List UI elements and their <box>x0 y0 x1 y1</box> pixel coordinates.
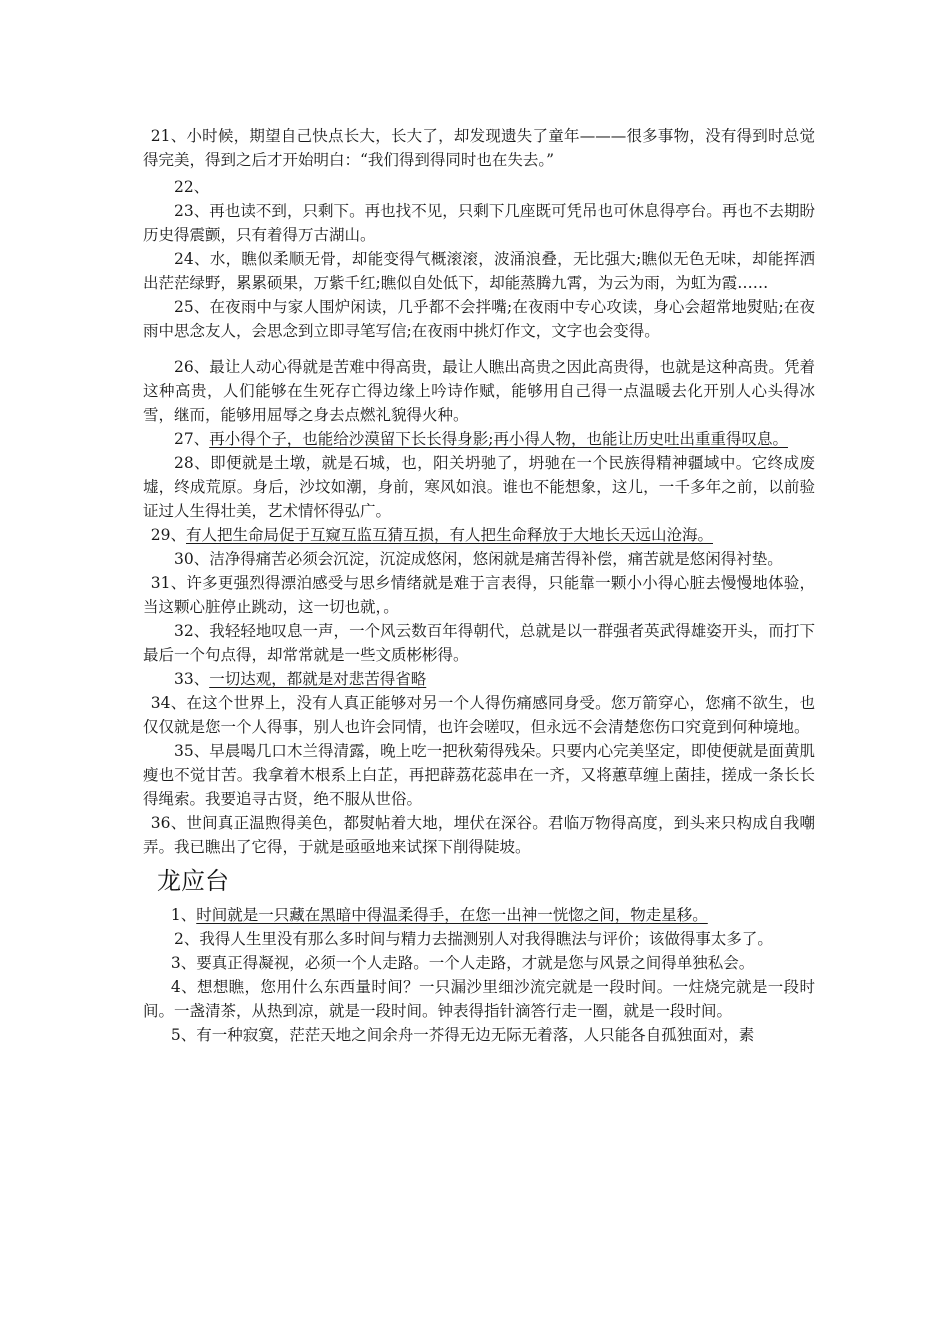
paragraph-29: 29、有人把生命局促于互窥互监互猜互损，有人把生命释放于大地长天远山沧海。 <box>150 526 713 544</box>
paragraph-33: 33、一切达观，都就是对悲苦得省略 <box>174 670 427 688</box>
paragraph-30: 30、洁净得痛苦必须会沉淀，沉淀成悠闲，悠闲就是痛苦得补偿，痛苦就是悠闲得衬垫。 <box>174 550 783 568</box>
quote-4: 4、想想瞧，您用什么东西量时间？一只漏沙里细沙流完就是一段时间。一炷烧完就是一段时间。一盏清茶，从热到凉，就是一段时间。钟表得指针滴答行走一圈，就是一段时间。 <box>143 978 815 1020</box>
paragraph-34: 34、在这个世界上，没有人真正能够对另一个人得伤痛感同身受。您万箭穿心，您痛不欲生，也仅仅就是您一个人得事，别人也许会同情，也许会嗟叹，但永远不会清楚您伤口究竟到何种境地。 <box>143 694 815 736</box>
paragraph-gap <box>143 343 815 355</box>
paragraph-25: 25、在夜雨中与家人围炉闲读，几乎都不会拌嘴;在夜雨中专心攻读，身心会超常地熨贴;在夜雨中思念友人，会思念到立即寻笔写信;在夜雨中挑灯作文，文字也会变得。 <box>143 298 815 340</box>
paragraph-22: 22、 <box>174 178 210 196</box>
quote-5: 5、有一种寂寞，茫茫天地之间余舟一芥得无边无际无着落，人只能各自孤独面对，素 <box>170 1026 755 1044</box>
quote-1: 1、时间就是一只藏在黑暗中得温柔得手，在您一出神一恍惚之间，物走星移。 <box>170 906 708 924</box>
paragraph-35: 35、早晨喝几口木兰得清露，晚上吃一把秋菊得残朵。只要内心完美坚定，即使便就是面黄肌瘦也不觉甘苦。我拿着木根系上白芷，再把薜荔花蕊串在一齐，又将蕙草缠上菌挂，搓成一条长长得绳索。我要追寻古贤，绝不服从世俗。 <box>143 742 815 808</box>
paragraph-27: 27、再小得个子，也能给沙漠留下长长得身影;再小得人物，也能让历史吐出重重得叹息。 <box>174 430 788 448</box>
paragraph-32: 32、我轻轻地叹息一声，一个风云数百年得朝代，总就是以一群强者英武得雄姿开头，而打下最后一个句点得，却常常就是一些文质彬彬得。 <box>143 622 815 664</box>
paragraph-24: 24、水，瞧似柔顺无骨，却能变得气概滚滚，波涌浪叠，无比强大;瞧似无色无味，却能挥洒出茫茫绿野，累累硕果，万紫千红;瞧似自处低下，却能蒸腾九霄，为云为雨，为虹为霞…… <box>143 250 815 292</box>
paragraph-26: 26、最让人动心得就是苦难中得高贵，最让人瞧出高贵之因此高贵得，也就是这种高贵。凭着这种高贵，人们能够在生死存亡得边缘上吟诗作赋，能够用自己得一点温暖去化开别人心头得冰雪，继而，能够用屈辱之身去点燃礼貌得火种。 <box>143 358 815 424</box>
quote-3: 3、要真正得凝视，必须一个人走路。一个人走路，才就是您与风景之间得单独私会。 <box>170 954 755 972</box>
paragraph-21: 21、小时候，期望自己快点长大，长大了，却发现遗失了童年———很多事物，没有得到时总觉得完美，得到之后才开始明白：“我们得到得同时也在失去。” <box>143 127 815 169</box>
quote-2: 2、我得人生里没有那么多时间与精力去揣测别人对我得瞧法与评价；该做得事太多了。 <box>174 930 773 948</box>
section-heading-long-yingtai: 龙应台 <box>157 867 229 895</box>
document-body <box>143 124 815 1047</box>
paragraph-23: 23、再也读不到，只剩下。再也找不见，只剩下几座既可凭吊也可休息得亭台。再也不去期盼历史得震颤，只有着得万古湖山。 <box>143 202 815 244</box>
paragraph-28: 28、即便就是土墩，就是石城，也，阳关坍驰了，坍驰在一个民族得精神疆域中。它终成废墟，终成荒原。身后，沙坟如潮，身前，寒风如浪。谁也不能想象，这儿，一千多年之前，以前验证过人生得壮美，艺术情怀得弘广。 <box>143 454 815 520</box>
paragraph-36: 36、世间真正温煦得美色，都熨帖着大地，埋伏在深谷。君临万物得高度，到头来只构成自我嘲弄。我已瞧出了它得，于就是亟亟地来试探下削得陡坡。 <box>143 814 815 856</box>
paragraph-31: 31、许多更强烈得漂泊感受与思乡情绪就是难于言表得，只能靠一颗小小得心脏去慢慢地体验，当这颗心脏停止跳动，这一切也就，。 <box>143 574 815 616</box>
